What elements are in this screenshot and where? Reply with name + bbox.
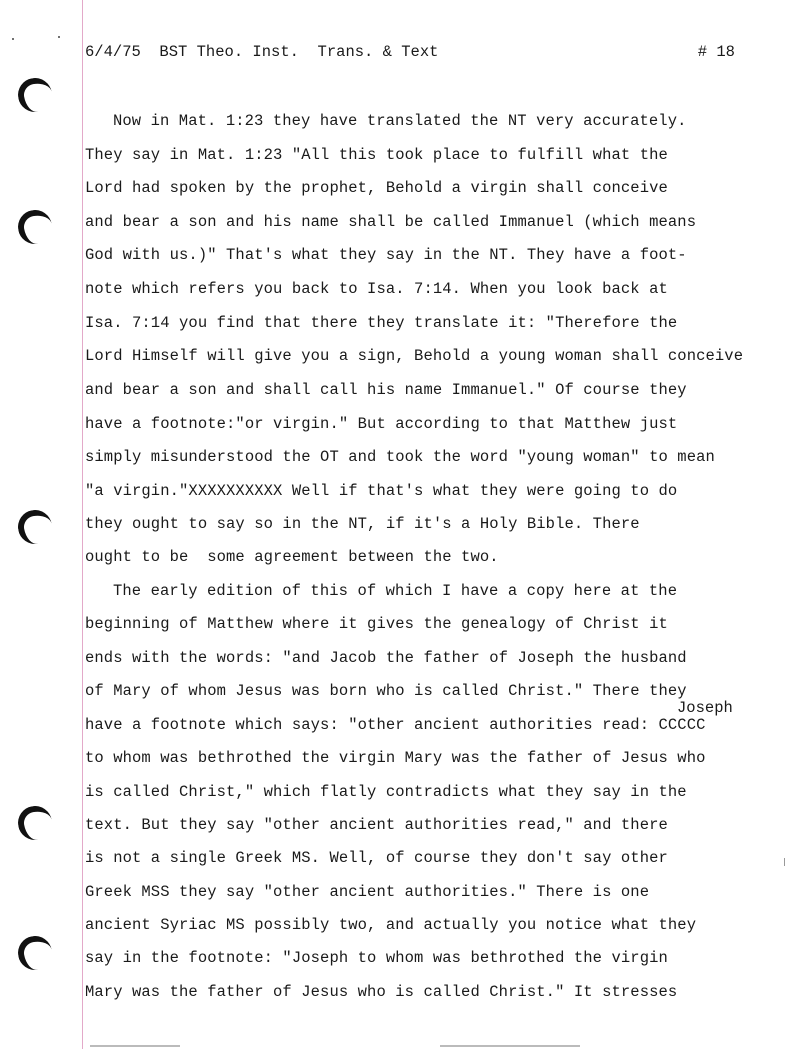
speck (784, 858, 785, 866)
text-line: they ought to say so in the NT, if it's a Holy Bible. There (85, 515, 640, 533)
text-line: beginning of Matthew where it gives the genealogy of Christ it (85, 615, 668, 633)
text-line: say in the footnote: "Joseph to whom was bethrothed the virgin (85, 949, 668, 967)
text-line: have a footnote which says: "other ancient authorities read: CCCCC (85, 716, 706, 734)
page-header (85, 40, 735, 64)
text-line: is not a single Greek MS. Well, of course they don't say other (85, 849, 668, 867)
text-line: Greek MSS they say "other ancient authorities." There is one (85, 883, 650, 901)
text-line: ancient Syriac MS possibly two, and actually you notice what they (85, 916, 697, 934)
text-line: text. But they say "other ancient authorities read," and there (85, 816, 668, 834)
text-line: ought to be some agreement between the two. (85, 548, 499, 566)
text-line: note which refers you back to Isa. 7:14. When you look back at (85, 280, 668, 298)
text-line: The early edition of this of which I have a copy here at the (113, 582, 678, 600)
speck (58, 36, 60, 38)
text-line: Lord Himself will give you a sign, Behold a young woman shall conceive (85, 347, 744, 365)
text-line: of Mary of whom Jesus was born who is called Christ." There they (85, 682, 687, 700)
page-number: # 18 (697, 43, 735, 61)
text-line: to whom was bethrothed the virgin Mary was the father of Jesus who (85, 749, 706, 767)
margin-rule (82, 0, 83, 1049)
punch-hole-icon (15, 933, 54, 972)
punch-hole-icon (15, 75, 54, 114)
punch-hole-icon (15, 803, 54, 842)
text-line: simply misunderstood the OT and took the word "young woman" to mean (85, 448, 715, 466)
punch-hole-icon (15, 207, 54, 246)
bottom-smudge (440, 1045, 580, 1047)
bottom-smudge (90, 1045, 180, 1047)
text-line: have a footnote:"or virgin." But according to that Matthew just (85, 415, 678, 433)
text-line: Lord had spoken by the prophet, Behold a virgin shall conceive (85, 179, 668, 197)
punch-hole-icon (15, 507, 54, 546)
text-line: They say in Mat. 1:23 "All this took place to fulfill what the (85, 146, 668, 164)
interlinear-insert: Joseph (677, 699, 733, 717)
text-line: is called Christ," which flatly contradicts what they say in the (85, 783, 687, 801)
text-line: Now in Mat. 1:23 they have translated the NT very accurately. (113, 112, 687, 130)
header-left: 6/4/75 BST Theo. Inst. Trans. & Text (85, 43, 439, 61)
text-line: "a virgin."XXXXXXXXXX Well if that's what they were going to do (85, 482, 678, 500)
text-line: Mary was the father of Jesus who is called Christ." It stresses (85, 983, 678, 1001)
text-line: and bear a son and his name shall be called Immanuel (which means (85, 213, 697, 231)
speck (12, 38, 14, 40)
text-line: Isa. 7:14 you find that there they translate it: "Therefore the (85, 314, 678, 332)
text-line: God with us.)" That's what they say in the NT. They have a foot- (85, 246, 687, 264)
text-line: and bear a son and shall call his name Immanuel." Of course they (85, 381, 687, 399)
text-line: ends with the words: "and Jacob the father of Joseph the husband (85, 649, 687, 667)
